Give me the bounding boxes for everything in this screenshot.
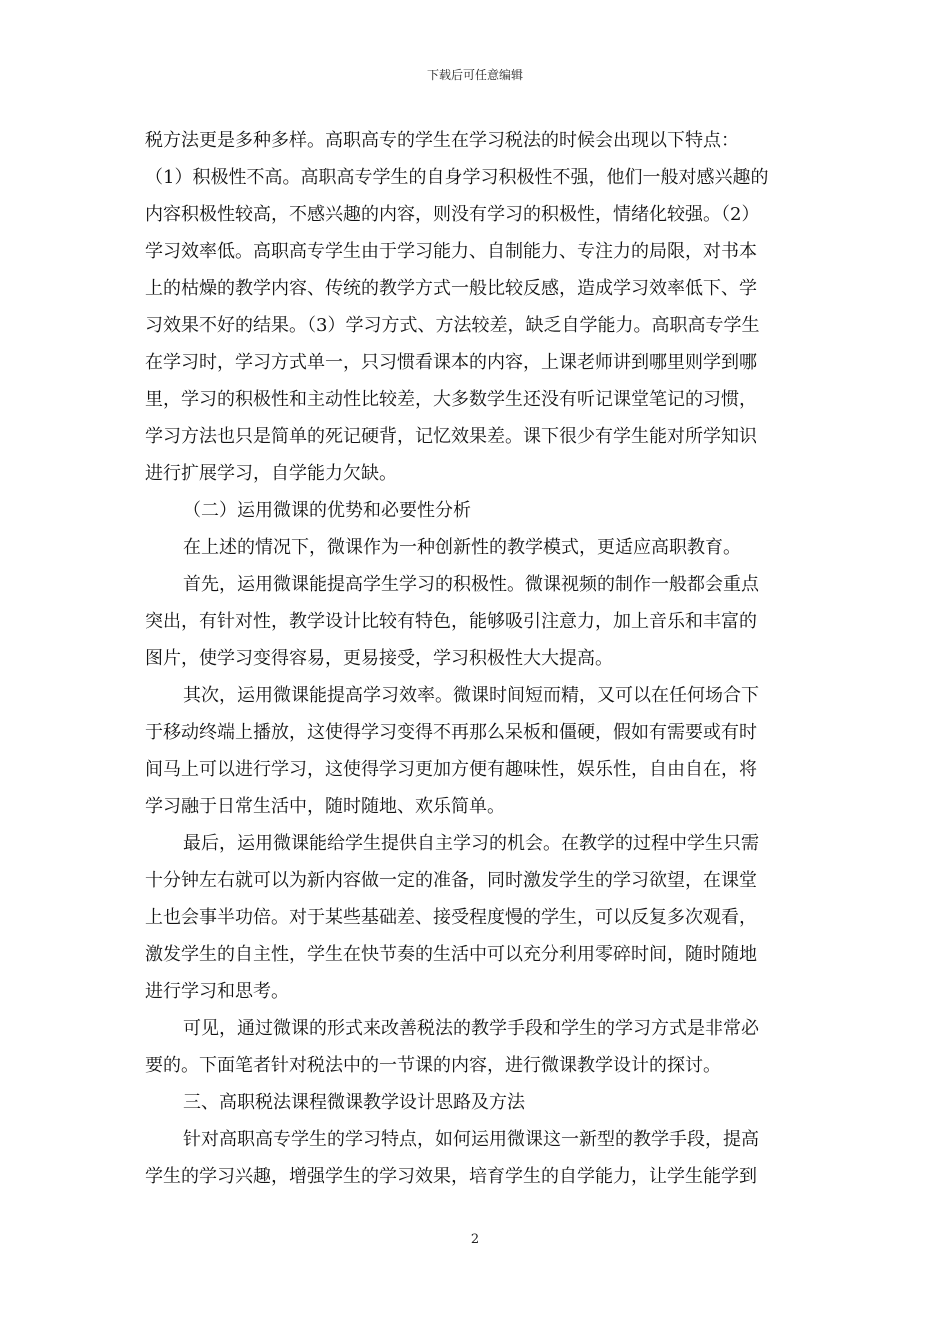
text-line: 习效果不好的结果。（3）学习方式、方法较差，缺乏自学能力。高职高专学生 [145, 315, 760, 336]
text-line: 进行扩展学习，自学能力欠缺。 [145, 463, 397, 484]
text-line: 间马上可以进行学习，这使得学习更加方便有趣味性，娱乐性，自由自在，将 [145, 759, 757, 780]
text-line: 图片，使学习变得容易，更易接受，学习积极性大大提高。 [145, 648, 613, 669]
text-line: （1）积极性不高。高职高专学生的自身学习积极性不强，他们一般对感兴趣的 [145, 167, 769, 188]
text-line: 学习效率低。高职高专学生由于学习能力、自制能力、专注力的局限，对书本 [145, 241, 757, 262]
text-line: 在学习时，学习方式单一，只习惯看课本的内容，上课老师讲到哪里则学到哪 [145, 352, 757, 373]
text-line: 首先，运用微课能提高学生学习的积极性。微课视频的制作一般都会重点 [183, 574, 759, 595]
text-line: 最后，运用微课能给学生提供自主学习的机会。在教学的过程中学生只需 [183, 833, 759, 854]
page-header: 下载后可任意编辑 [426, 68, 523, 82]
text-line: 针对高职高专学生的学习特点，如何运用微课这一新型的教学手段，提高 [183, 1129, 759, 1150]
text-line: （二）运用微课的优势和必要性分析 [183, 500, 471, 521]
text-line: 三、高职税法课程微课教学设计思路及方法 [183, 1092, 525, 1113]
text-line: 学习融于日常生活中，随时随地、欢乐简单。 [145, 796, 505, 817]
text-line: 突出，有针对性，教学设计比较有特色，能够吸引注意力，加上音乐和丰富的 [145, 611, 757, 632]
page-number: 2 [470, 1232, 480, 1247]
text-line: 进行学习和思考。 [145, 981, 289, 1002]
document-body [145, 122, 817, 1195]
text-line: 上的枯燥的教学内容、传统的教学方式一般比较反感，造成学习效率低下、学 [145, 278, 757, 299]
text-line: 其次，运用微课能提高学习效率。微课时间短而精，又可以在任何场合下 [183, 685, 759, 706]
text-line: 十分钟左右就可以为新内容做一定的准备，同时激发学生的学习欲望，在课堂 [145, 870, 757, 891]
text-line: 学习方法也只是简单的死记硬背，记忆效果差。课下很少有学生能对所学知识 [145, 426, 757, 447]
text-line: 激发学生的自主性，学生在快节奏的生活中可以充分利用零碎时间，随时随地 [145, 944, 757, 965]
text-line: 内容积极性较高，不感兴趣的内容，则没有学习的积极性，情绪化较强。（2） [145, 204, 760, 225]
text-line: 可见，通过微课的形式来改善税法的教学手段和学生的学习方式是非常必 [183, 1018, 759, 1039]
text-line: 在上述的情况下，微课作为一种创新性的教学模式，更适应高职教育。 [183, 537, 741, 558]
text-line: 要的。下面笔者针对税法中的一节课的内容，进行微课教学设计的探讨。 [145, 1055, 721, 1076]
text-line: 学生的学习兴趣，增强学生的学习效果，培育学生的自学能力，让学生能学到 [145, 1166, 757, 1187]
text-line: 于移动终端上播放，这使得学习变得不再那么呆板和僵硬，假如有需要或有时 [145, 722, 757, 743]
text-line: 税方法更是多种多样。高职高专的学生在学习税法的时候会出现以下特点： [145, 130, 739, 151]
text-line: 上也会事半功倍。对于某些基础差、接受程度慢的学生，可以反复多次观看， [145, 907, 757, 928]
text-line: 里，学习的积极性和主动性比较差，大多数学生还没有听记课堂笔记的习惯， [145, 389, 757, 410]
